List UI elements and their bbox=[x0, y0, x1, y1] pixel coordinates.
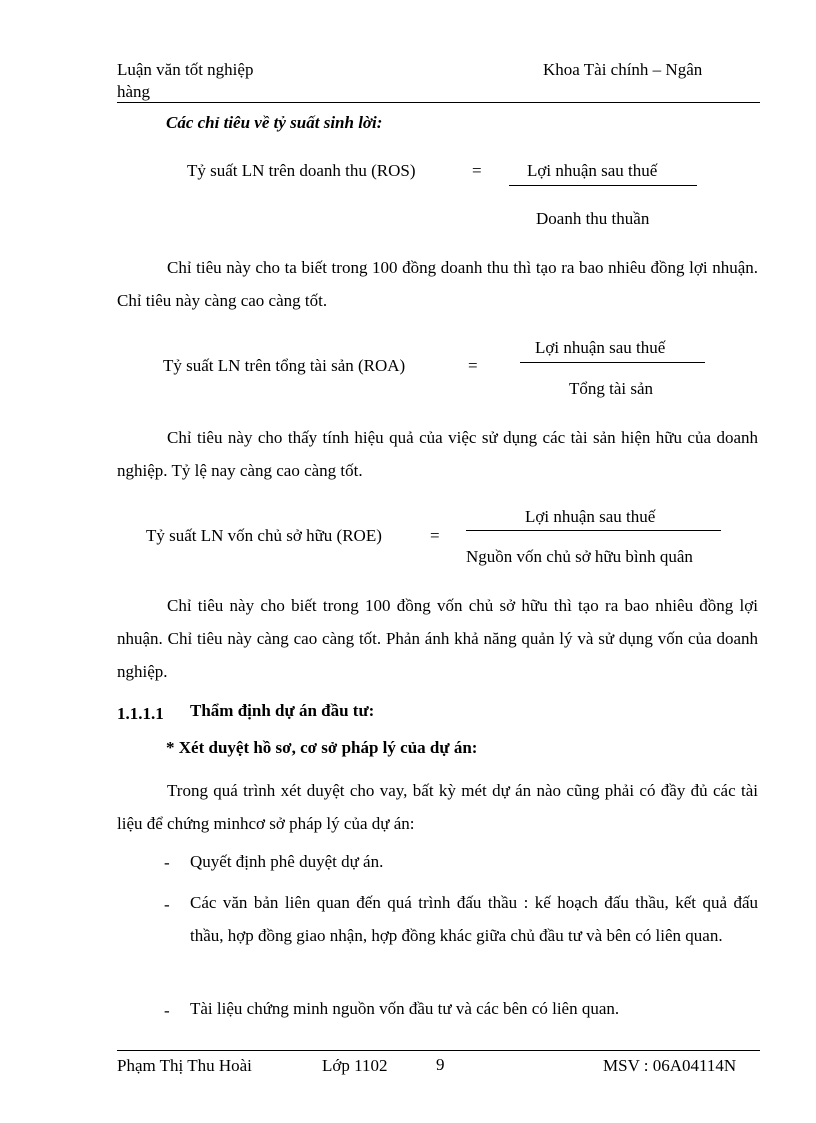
ros-explanation: Chỉ tiêu này cho ta biết trong 100 đồng doanh thu thì tạo ra bao nhiêu đồng lợi nhuận. Chỉ tiêu này càng cao càng tốt. bbox=[117, 258, 758, 310]
header-right: Khoa Tài chính – Ngân bbox=[543, 60, 703, 79]
roa-equals: = bbox=[468, 356, 478, 375]
footer-class: Lớp 1102 bbox=[322, 1056, 388, 1075]
bullet-marker: - bbox=[164, 1001, 170, 1020]
heading-title: Thẩm định dự án đầu tư: bbox=[190, 701, 375, 720]
roa-denominator: Tổng tài sản bbox=[569, 379, 654, 398]
subheading: * Xét duyệt hồ sơ, cơ sở pháp lý của dự án: bbox=[166, 738, 478, 757]
ros-equals: = bbox=[472, 161, 482, 180]
roe-equals: = bbox=[430, 526, 440, 545]
header-left-line2: hàng bbox=[117, 82, 151, 101]
header-left-line1: Luận văn tốt nghiệp bbox=[117, 60, 254, 79]
roe-numerator: Lợi nhuận sau thuế bbox=[525, 507, 656, 526]
ros-label: Tỷ suất LN trên doanh thu (ROS) bbox=[187, 161, 416, 180]
footer-author: Phạm Thị Thu Hoài bbox=[117, 1056, 252, 1075]
roa-numerator: Lợi nhuận sau thuế bbox=[535, 338, 666, 357]
bullet-item: Các văn bản liên quan đến quá trình đấu thầu : kế hoạch đấu thầu, kết quả đấu thầu, hợp đồng giao nhận, hợp đồng khác giữa chủ đầu tư và bên có liên quan. bbox=[190, 893, 758, 945]
roa-explanation: Chỉ tiêu này cho thấy tính hiệu quả của việc sử dụng các tài sản hiện hữu của doanh nghiệp. Tỷ lệ nay càng cao càng tốt. bbox=[117, 428, 758, 480]
ros-denominator: Doanh thu thuần bbox=[536, 209, 650, 228]
bullet-marker: - bbox=[164, 895, 170, 914]
bullet-item: Tài liệu chứng minh nguồn vốn đầu tư và các bên có liên quan. bbox=[190, 999, 620, 1018]
header-divider bbox=[117, 102, 760, 103]
roe-label: Tỷ suất LN vốn chủ sở hữu (ROE) bbox=[146, 526, 382, 545]
page-number: 9 bbox=[436, 1055, 445, 1074]
bullet-marker: - bbox=[164, 853, 170, 872]
intro-paragraph: Trong quá trình xét duyệt cho vay, bất kỳ mét dự án nào cũng phải có đầy đủ các tài liệu để chứng minhcơ sở pháp lý của dự án: bbox=[117, 781, 758, 833]
footer-divider bbox=[117, 1050, 760, 1051]
roa-label: Tỷ suất LN trên tổng tài sản (ROA) bbox=[163, 356, 406, 375]
bullet-item: Quyết định phê duyệt dự án. bbox=[190, 852, 384, 871]
roe-fraction-bar bbox=[466, 530, 721, 531]
roa-fraction-bar bbox=[520, 362, 705, 363]
roe-denominator: Nguồn vốn chủ sở hữu bình quân bbox=[466, 547, 693, 566]
roe-explanation: Chỉ tiêu này cho biết trong 100 đồng vốn chủ sở hữu thì tạo ra bao nhiêu đồng lợi nhuận. Chỉ tiêu này càng cao càng tốt. Phản ánh khả năng quản lý và sử dụng vốn của doanh nghiệp. bbox=[117, 596, 758, 681]
section-title: Các chỉ tiêu về tỷ suất sinh lời: bbox=[166, 113, 383, 132]
heading-number: 1.1.1.1 bbox=[117, 704, 164, 723]
ros-fraction-bar bbox=[509, 185, 697, 186]
footer-msv: MSV : 06A04114N bbox=[603, 1056, 737, 1075]
ros-numerator: Lợi nhuận sau thuế bbox=[527, 161, 658, 180]
